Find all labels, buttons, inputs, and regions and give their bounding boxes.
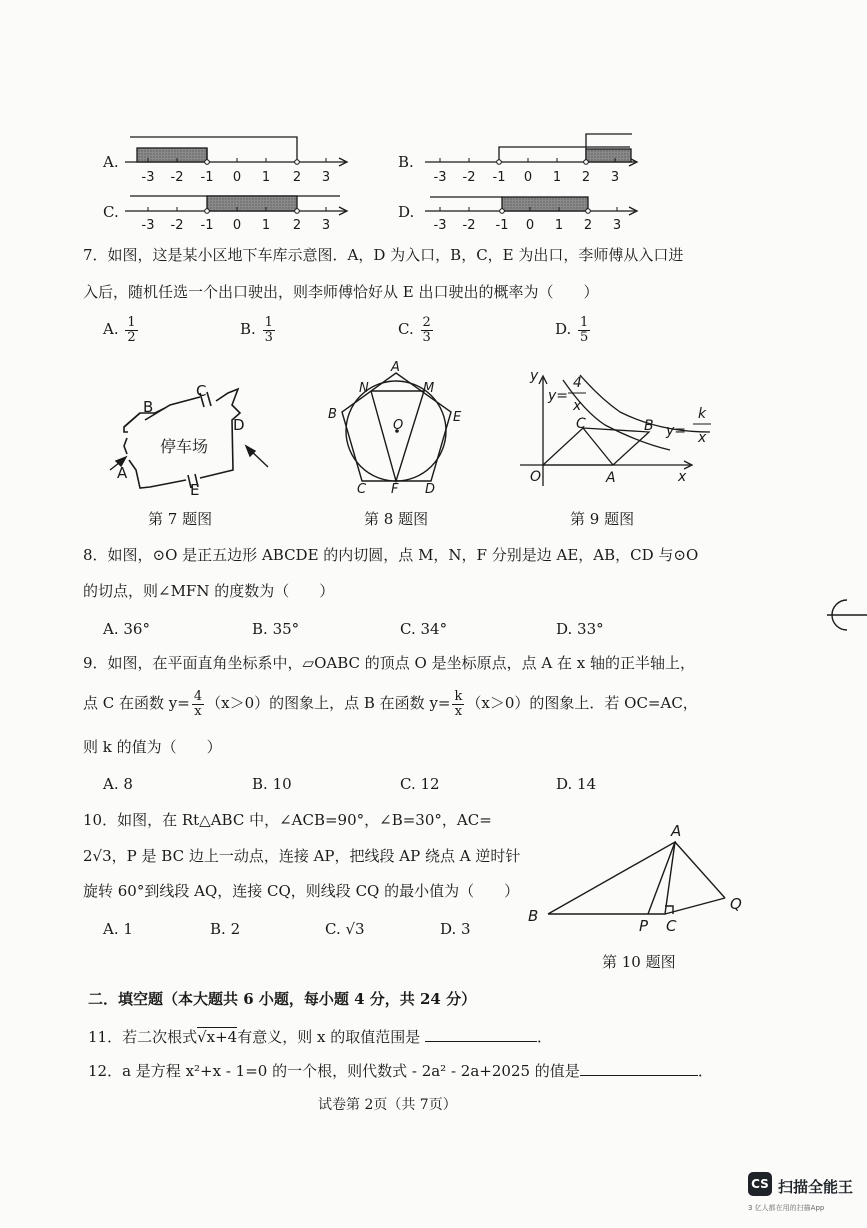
fig9-label-y: y	[530, 368, 539, 384]
tick-a-m3: -3	[141, 170, 155, 185]
fig8-label-d: D	[425, 482, 436, 497]
fig10-label-a: A	[671, 822, 682, 840]
fig9-eq2-num: k	[698, 406, 707, 422]
fig7-label-e: E	[190, 481, 200, 499]
tick-c-m1: -1	[200, 218, 214, 233]
tick-d-0: 0	[525, 218, 535, 233]
fig9-label-o: O	[530, 469, 542, 485]
q11-radical: √x+4	[197, 1028, 238, 1046]
q10-line2: 2√3，P 是 BC 边上一动点，连接 AP，把线段 AP 绕点 A 逆时针	[83, 847, 521, 865]
q6-option-c-label: C.	[103, 203, 119, 221]
q9-option-d[interactable]: D. 14	[556, 775, 597, 793]
q8-line2: 的切点，则∠MFN 的度数为（ ）	[83, 582, 335, 600]
q9-option-b[interactable]: B. 10	[252, 775, 292, 793]
q8-line1: 8．如图，⊙O 是正五边形 ABCDE 的内切圆，点 M，N，F 分别是边 AE，AB，CD 与⊙O	[83, 546, 699, 564]
fig9-label-c: C	[576, 416, 586, 432]
fig7-label-d: D	[233, 416, 245, 434]
tick-c-1: 1	[261, 218, 271, 233]
fig8-label-c: C	[357, 482, 367, 497]
tick-b-1: 1	[552, 170, 562, 185]
tick-c-m3: -3	[141, 218, 155, 233]
fig9-label-a: A	[606, 470, 616, 486]
fig9-label-x: x	[678, 469, 687, 485]
tick-d-3: 3	[612, 218, 622, 233]
q7-option-d-frac: $\frac{1}{5}$	[580, 315, 589, 345]
fig10-label-b: B	[528, 907, 539, 925]
fig10-label-p: P	[639, 917, 649, 935]
q7-line1: 7．如图，这是某小区地下车库示意图．A，D 为入口，B，C，E 为出口，李师傅从入口进	[83, 246, 684, 264]
q10-option-c[interactable]: C. √3	[325, 920, 365, 938]
q9-option-a[interactable]: A. 8	[103, 775, 133, 793]
q12-answer-blank[interactable]	[580, 1075, 698, 1076]
tick-a-3: 3	[321, 170, 331, 185]
binding-mark	[827, 592, 867, 642]
q12: 12．a 是方程 x²+x - 1=0 的一个根，则代数式 - 2a² - 2a+2025 的值是 ．	[88, 1062, 713, 1080]
scanner-name: 扫描全能王	[778, 1178, 854, 1196]
fig8-label-m: M	[423, 381, 435, 396]
fig9-eq1-num: 4	[573, 375, 582, 391]
fig10-label-c: C	[666, 917, 677, 935]
q9-line3: 则 k 的值为（ ）	[83, 738, 222, 756]
tick-b-m1: -1	[492, 170, 506, 185]
tick-a-2: 2	[292, 170, 302, 185]
tick-a-m1: -1	[200, 170, 214, 185]
tick-b-3: 3	[610, 170, 620, 185]
fig7-label-c: C	[196, 382, 207, 400]
tick-c-m2: -2	[170, 218, 184, 233]
tick-a-0: 0	[232, 170, 242, 185]
fig9-caption: 第 9 题图	[570, 510, 635, 528]
q7-option-a-label: A.	[103, 320, 119, 339]
tick-c-2: 2	[292, 218, 302, 233]
fig8-label-f: F	[391, 482, 399, 497]
tick-b-m3: -3	[433, 170, 447, 185]
q6-option-d-label: D.	[398, 203, 415, 221]
q6-option-a-label: A.	[103, 153, 119, 171]
fig9-eq1-lhs: y=	[548, 388, 569, 404]
tick-a-m2: -2	[170, 170, 184, 185]
tick-b-m2: -2	[462, 170, 476, 185]
tick-a-1: 1	[261, 170, 271, 185]
tick-d-m3: -3	[433, 218, 447, 233]
tick-c-0: 0	[232, 218, 242, 233]
q9-line2: 点 C 在函数 y= $\frac{4}{x}$ （x＞0）的图象上，点 B 在函数 y= $\frac{k}{x}$ （x＞0）的图象上．若 OC=AC，	[83, 689, 698, 719]
q10-line1: 10．如图，在 Rt△ABC 中，∠ACB=90°，∠B=30°，AC=	[83, 811, 492, 829]
q7-option-a-frac: $\frac{1}{2}$	[127, 315, 136, 345]
fig7-label-a: A	[117, 464, 128, 482]
q10-option-a[interactable]: A. 1	[103, 920, 133, 938]
q9-frac-1: $\frac{4}{x}$	[193, 689, 203, 719]
q7-option-c-label: C.	[398, 320, 414, 339]
q10-option-b[interactable]: B. 2	[210, 920, 241, 938]
tick-d-m1: -1	[495, 218, 509, 233]
q9-line1: 9．如图，在平面直角坐标系中，▱OABC 的顶点 O 是坐标原点，点 A 在 x 轴的正半轴上，	[83, 654, 695, 672]
q8-option-a[interactable]: A. 36°	[103, 620, 150, 638]
q10-line3: 旋转 60°到线段 AQ，连接 CQ，则线段 CQ 的最小值为（ ）	[83, 882, 520, 900]
fig8-label-n: N	[359, 381, 369, 396]
tick-b-0: 0	[523, 170, 533, 185]
fig10-caption: 第 10 题图	[602, 953, 676, 971]
q7-line2: 入后，随机任选一个出口驶出，则李师傅恰好从 E 出口驶出的概率为（ ）	[83, 283, 599, 301]
scanner-logo: CS	[748, 1172, 772, 1196]
fig9-eq1-den: x	[573, 398, 582, 414]
q7-option-b-frac: $\frac{1}{3}$	[264, 315, 273, 345]
q7-option-c-frac: $\frac{2}{3}$	[422, 315, 431, 345]
fig7-center-text: 停车场	[160, 437, 209, 456]
fig10-label-q: Q	[730, 895, 742, 913]
q10-option-d[interactable]: D. 3	[440, 920, 471, 938]
q8-option-c[interactable]: C. 34°	[400, 620, 448, 638]
section2-title: 二．填空题（本大题共 6 小题，每小题 4 分，共 24 分）	[88, 990, 477, 1008]
fig7-label-b: B	[143, 398, 154, 416]
fig9-eq2-den: x	[698, 430, 707, 446]
fig7-caption: 第 7 题图	[148, 510, 213, 528]
q7-option-b-label: B.	[240, 320, 256, 339]
fig8-label-a: A	[391, 360, 400, 375]
fig9-eq2-lhs: y=	[666, 423, 687, 439]
tick-d-m2: -2	[462, 218, 476, 233]
fig8-caption: 第 8 题图	[364, 510, 429, 528]
q6-option-b-label: B.	[398, 153, 414, 171]
fig9-label-b: B	[644, 418, 654, 434]
fig8-label-o: O	[393, 418, 404, 433]
q9-frac-2: $\frac{k}{x}$	[454, 689, 463, 719]
q8-option-d[interactable]: D. 33°	[556, 620, 604, 638]
q9-option-c[interactable]: C. 12	[400, 775, 440, 793]
tick-c-3: 3	[321, 218, 331, 233]
q11: 11．若二次根式√x+4有意义，则 x 的取值范围是 ．	[88, 1028, 553, 1046]
tick-d-1: 1	[554, 218, 564, 233]
scanner-subtitle: 3 亿人都在用的扫描App	[748, 1204, 825, 1212]
fig8-label-b: B	[328, 407, 337, 422]
q11-answer-blank[interactable]	[425, 1041, 537, 1042]
tick-b-2: 2	[581, 170, 591, 185]
q7-option-d-label: D.	[555, 320, 572, 339]
page-footer: 试卷第 2页（共 7页）	[318, 1097, 457, 1113]
q8-option-b[interactable]: B. 35°	[252, 620, 300, 638]
fig8-label-e: E	[453, 410, 462, 425]
tick-d-2: 2	[583, 218, 593, 233]
